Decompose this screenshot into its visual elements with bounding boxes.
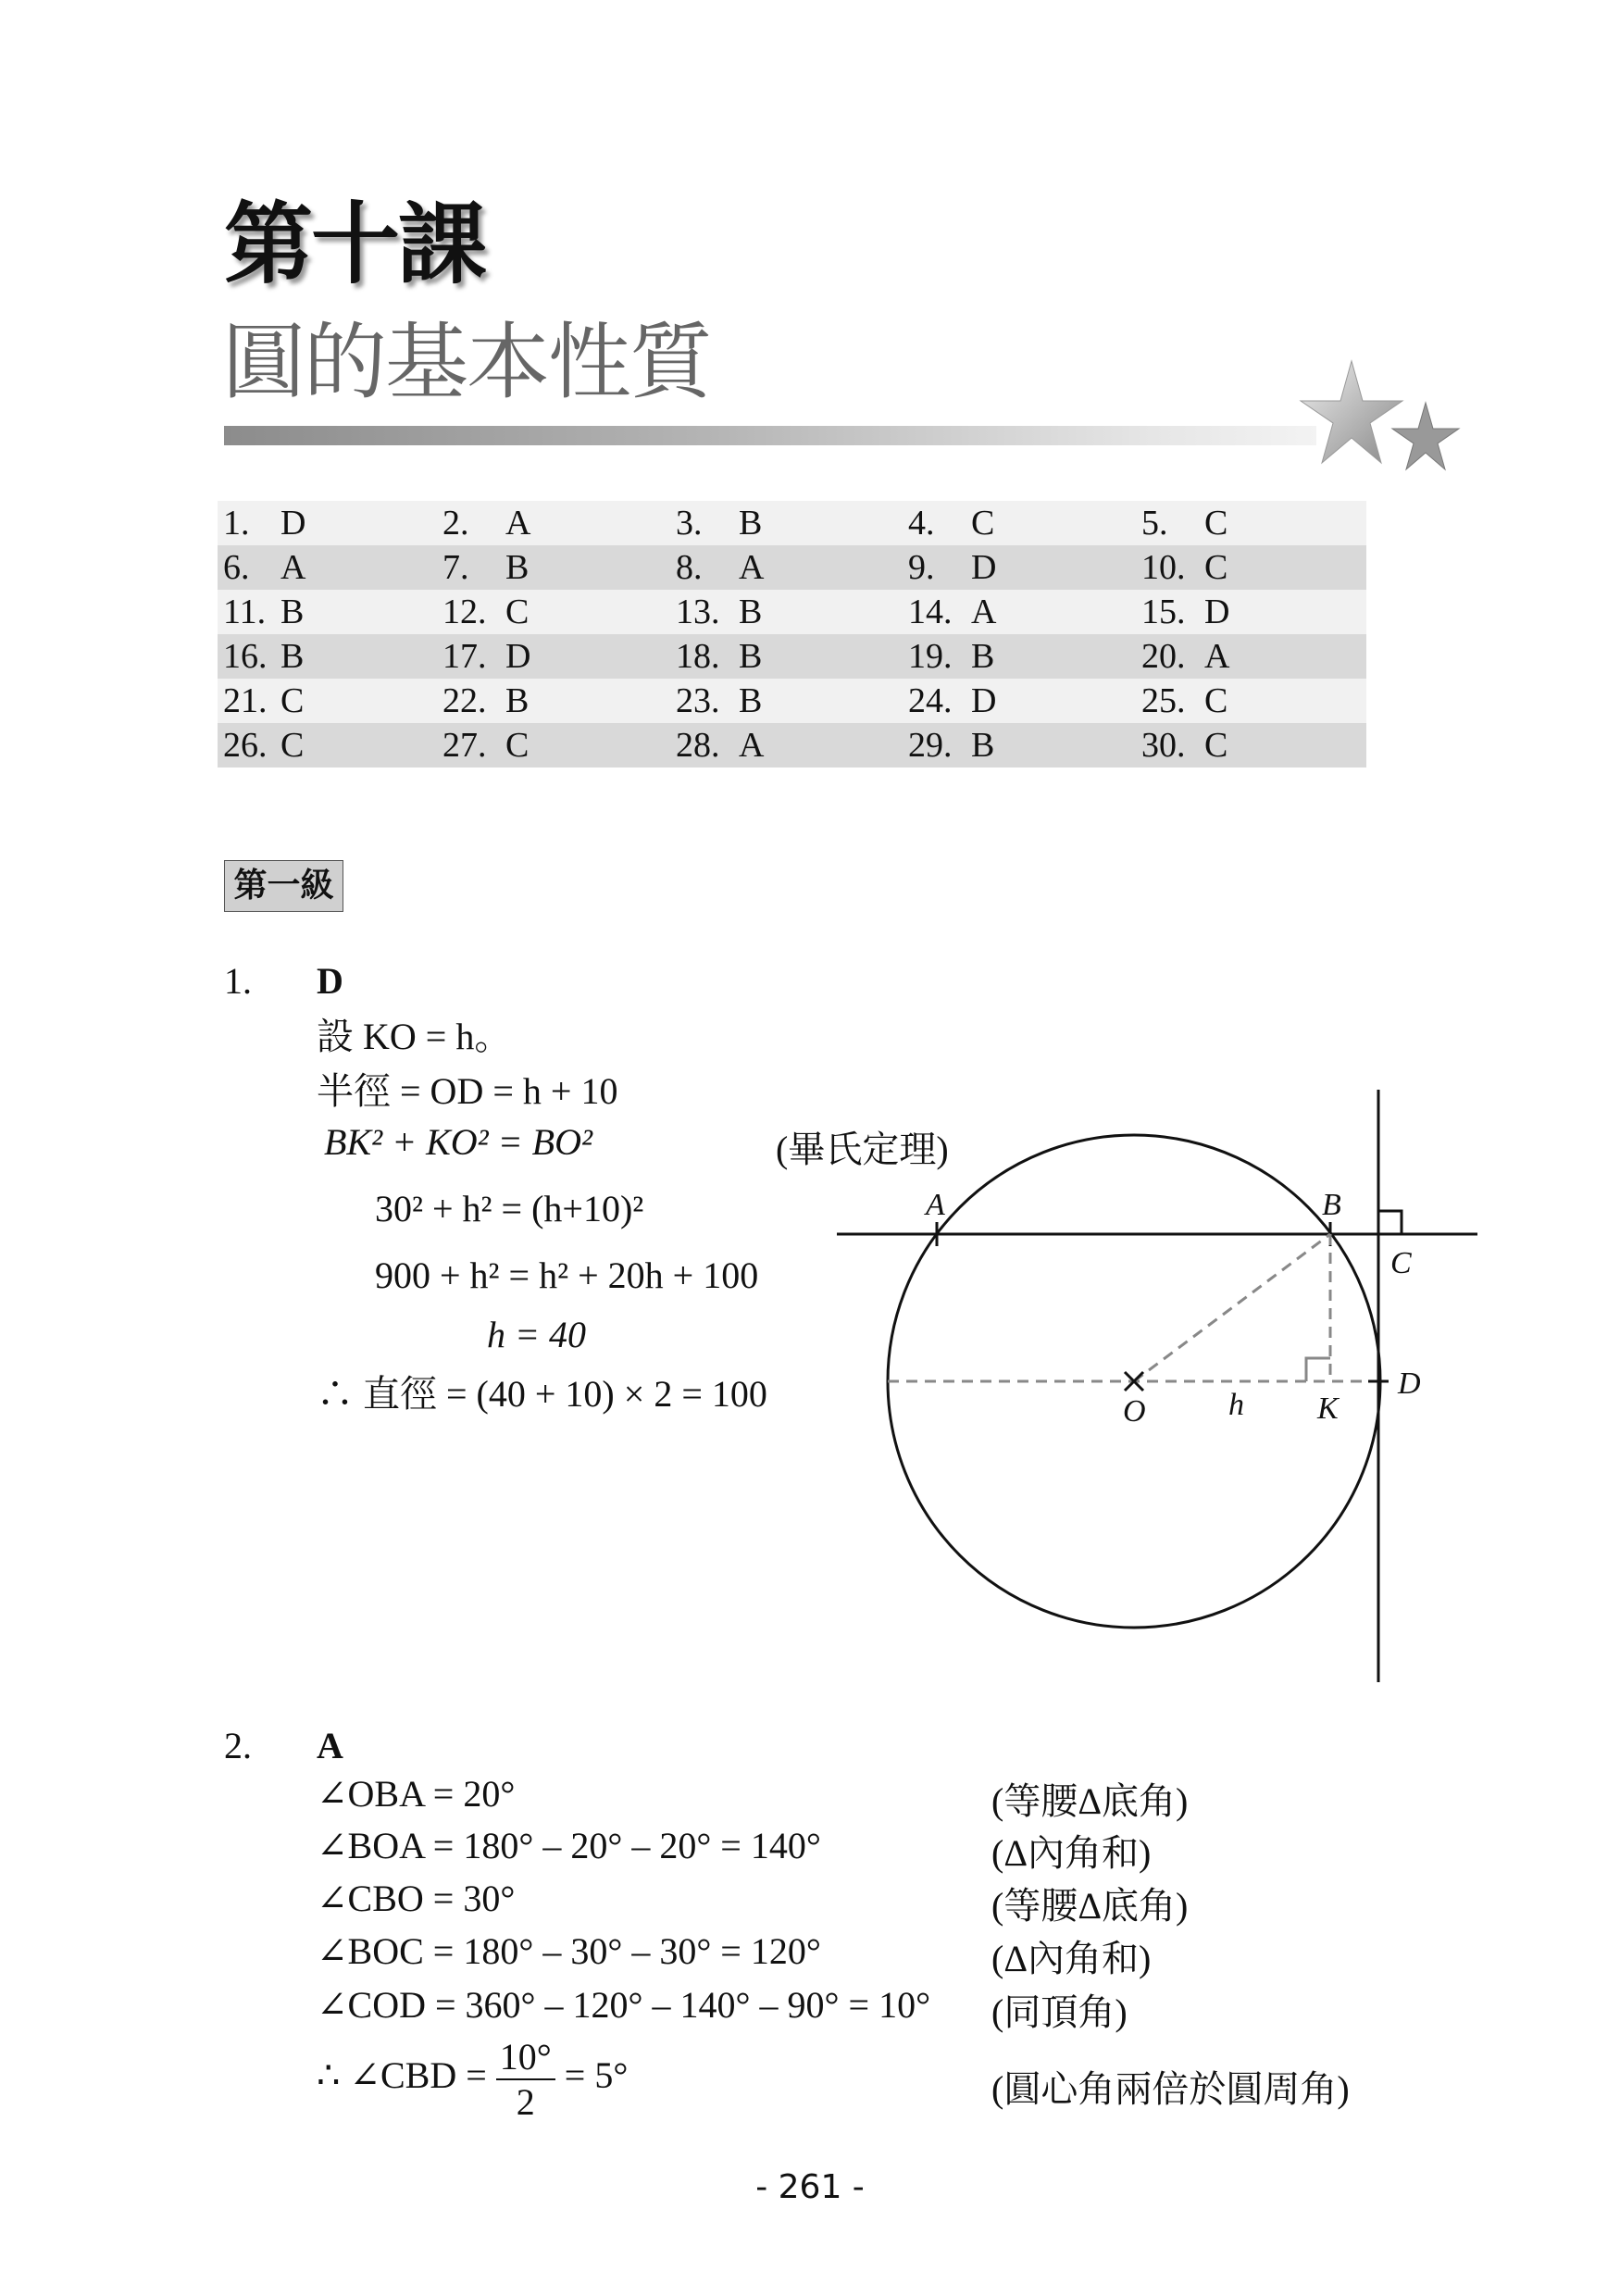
q1-line: ∴ 直徑 = (40 + 10) × 2 = 100 (317, 1373, 767, 1415)
center-mark-icon (1125, 1372, 1143, 1391)
q2-step-reason: (等腰Δ底角) (991, 1885, 1189, 1927)
answer-letter: B (971, 726, 995, 765)
question-number: 21. (223, 681, 268, 720)
answer-letter: C (505, 726, 530, 765)
answer-letter: B (505, 548, 530, 587)
answer-letter: C (505, 593, 530, 631)
q2-step-reason: (同頂角) (991, 1991, 1128, 2033)
label-h: h (1228, 1388, 1244, 1422)
label-d: D (1398, 1366, 1421, 1401)
question-number: 12. (442, 593, 487, 631)
question-number: 9. (908, 548, 935, 587)
question-number: 19. (908, 637, 953, 676)
q1-line: 設 KO = h。 (317, 1016, 512, 1057)
q1-line: h = 40 (487, 1314, 586, 1355)
question-number: 10. (1141, 548, 1186, 587)
answer-letter: B (739, 593, 763, 631)
answer-letter: A (280, 548, 306, 587)
q2-final-reason: (圓心角兩倍於圓周角) (991, 2068, 1350, 2110)
answer-letter: B (505, 681, 530, 720)
lesson-title: 第十課 (224, 192, 485, 296)
answer-letter: A (505, 504, 531, 543)
denominator: 2 (516, 2081, 535, 2123)
q1-line: 900 + h² = h² + 20h + 100 (375, 1254, 759, 1296)
question-number: 8. (676, 548, 703, 587)
q2-step-reason: (Δ內角和) (991, 1832, 1152, 1874)
question-number: 15. (1141, 593, 1186, 631)
q1-line: 半徑 = OD = h + 10 (317, 1070, 618, 1112)
answer-letter: C (280, 726, 305, 765)
question-number: 18. (676, 637, 720, 676)
q2-step: ∠COD = 360° – 120° – 140° – 90° = 10° (317, 1984, 931, 2026)
q2-answer: A (317, 1725, 343, 1766)
question-number: 2. (442, 504, 469, 543)
level-badge: 第一級 (224, 860, 343, 912)
label-b: B (1322, 1188, 1341, 1222)
answer-letter: D (971, 548, 997, 587)
answer-letter: C (971, 504, 995, 543)
q2-final (317, 2035, 628, 2124)
question-number: 30. (1141, 726, 1186, 765)
q2-step: ∠CBO = 30° (317, 1878, 516, 1919)
answer-letter: D (971, 681, 997, 720)
answer-letter: B (280, 637, 305, 676)
q2-step: ∠BOC = 180° – 30° – 30° = 120° (317, 1930, 821, 1972)
question-number: 7. (442, 548, 469, 587)
answer-letter: B (739, 637, 763, 676)
question-number: 23. (676, 681, 720, 720)
answer-letter: A (1204, 637, 1230, 676)
answer-letter: A (971, 593, 997, 631)
label-c: C (1390, 1246, 1412, 1280)
question-number: 28. (676, 726, 720, 765)
answer-letter: C (280, 681, 305, 720)
answer-letter: C (1204, 548, 1228, 587)
numerator: 10° (496, 2035, 555, 2080)
question-number: 3. (676, 504, 703, 543)
question-number: 17. (442, 637, 487, 676)
question-number: 22. (442, 681, 487, 720)
answer-letter: A (739, 548, 765, 587)
answer-letter: C (1204, 504, 1228, 543)
q2-step-reason: (Δ內角和) (991, 1938, 1152, 1979)
question-number: 29. (908, 726, 953, 765)
answer-letter: D (505, 637, 531, 676)
q2-final-suffix: = 5° (564, 2054, 629, 2097)
q1-number: 1. (224, 960, 252, 1002)
q1-answer: D (317, 960, 343, 1002)
q1-reason: (畢氏定理) (776, 1129, 949, 1170)
label-k: K (1317, 1391, 1339, 1426)
q2-step-reason: (等腰Δ底角) (991, 1780, 1189, 1822)
right-angle-k (1306, 1358, 1330, 1381)
answer-letter: B (280, 593, 305, 631)
answer-letter: C (1204, 726, 1228, 765)
q2-step: ∠BOA = 180° – 20° – 20° = 140° (317, 1825, 821, 1866)
question-number: 24. (908, 681, 953, 720)
q1-line: 30² + h² = (h+10)² (375, 1188, 644, 1229)
answer-letter: B (739, 681, 763, 720)
q1-line: BK² + KO² = BO² (324, 1121, 592, 1163)
question-number: 5. (1141, 504, 1168, 543)
question-number: 11. (223, 593, 267, 631)
answer-letter: B (971, 637, 995, 676)
answer-letter: B (739, 504, 763, 543)
question-number: 1. (223, 504, 250, 543)
topic-title: 圓的基本性質 (222, 314, 711, 411)
question-number: 6. (223, 548, 250, 587)
page-number: - 261 - (755, 2168, 865, 2206)
question-number: 16. (223, 637, 268, 676)
fraction (496, 2035, 555, 2124)
dashed-radius-ob (1134, 1234, 1330, 1381)
question-number: 20. (1141, 637, 1186, 676)
label-a: A (926, 1188, 945, 1222)
question-number: 27. (442, 726, 487, 765)
question-number: 14. (908, 593, 953, 631)
question-number: 4. (908, 504, 935, 543)
question-number: 13. (676, 593, 720, 631)
answer-letter: D (280, 504, 306, 543)
answer-letter: C (1204, 681, 1228, 720)
right-angle-c (1378, 1211, 1402, 1234)
q2-step: ∠OBA = 20° (317, 1773, 516, 1815)
label-o: O (1123, 1394, 1146, 1429)
q2-number: 2. (224, 1725, 252, 1766)
question-number: 26. (223, 726, 268, 765)
answer-letter: A (739, 726, 765, 765)
answer-letter: D (1204, 593, 1230, 631)
q2-final-prefix: ∴ ∠CBD = (317, 2054, 487, 2097)
question-number: 25. (1141, 681, 1186, 720)
